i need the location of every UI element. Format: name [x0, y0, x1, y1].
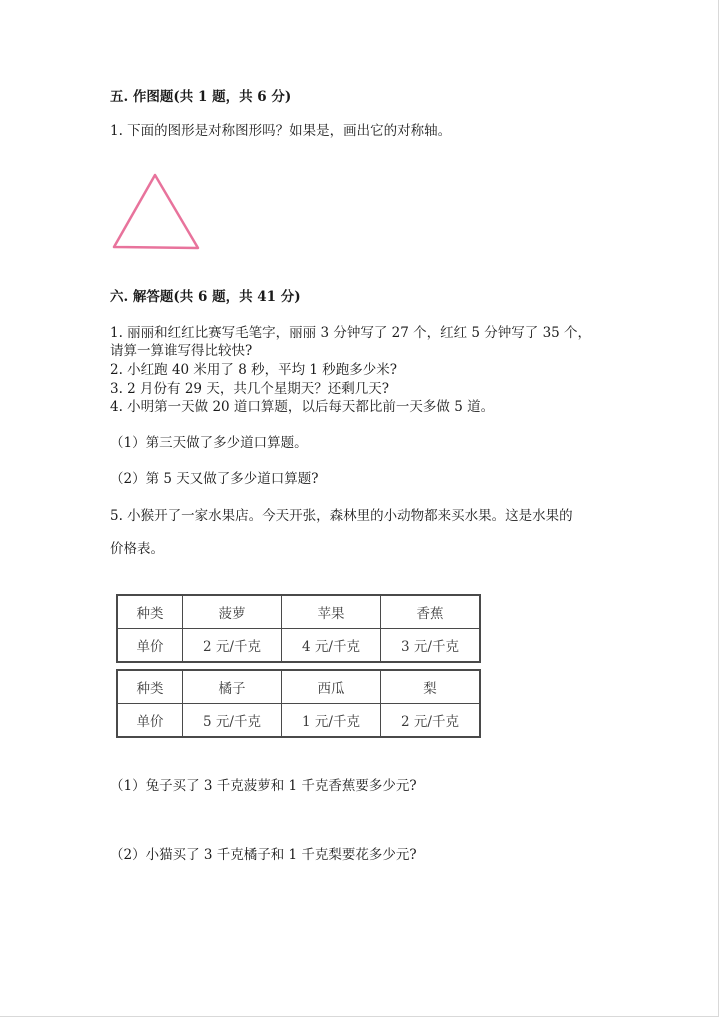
- question-4-sub-1: （1）第三天做了多少道口算题。: [110, 435, 308, 451]
- question-5-sub-2: （2）小猫买了 3 千克橘子和 1 千克梨要花多少元?: [110, 847, 417, 863]
- table-cell: 3 元/千克: [381, 629, 480, 662]
- table-cell: 2 元/千克: [381, 704, 480, 737]
- table-cell: 1 元/千克: [282, 704, 381, 737]
- section-5-question-1: 1. 下面的图形是对称图形吗？如果是，画出它的对称轴。: [110, 123, 452, 139]
- table-cell: 单价: [118, 629, 183, 662]
- section-5-heading: 五. 作图题(共 1 题，共 6 分): [110, 89, 292, 105]
- table-cell: 香蕉: [381, 596, 480, 629]
- question-4: 4. 小明第一天做 20 道口算题，以后每天都比前一天多做 5 道。: [110, 399, 495, 415]
- table-cell: 5 元/千克: [183, 704, 282, 737]
- table-row: [118, 629, 480, 662]
- question-2: 2. 小红跑 40 米用了 8 秒，平均 1 秒跑多少米?: [110, 362, 398, 378]
- table-cell: 苹果: [282, 596, 381, 629]
- question-3: 3. 2 月份有 29 天，共几个星期天？还剩几天?: [110, 381, 390, 397]
- table-row: [118, 596, 480, 629]
- triangle-figure: [108, 168, 204, 254]
- table-cell: 梨: [381, 671, 480, 704]
- question-5-sub-1: （1）兔子买了 3 千克菠萝和 1 千克香蕉要多少元?: [110, 778, 417, 794]
- question-1-line-2: 请算一算谁写得比较快?: [110, 343, 253, 359]
- price-table-1: [116, 594, 481, 663]
- table-cell: 橘子: [183, 671, 282, 704]
- question-5-line-2: 价格表。: [110, 541, 164, 557]
- table-cell: 4 元/千克: [282, 629, 381, 662]
- table-row: [118, 671, 480, 704]
- table-cell: 菠萝: [183, 596, 282, 629]
- table-row: [118, 704, 480, 737]
- section-6-heading: 六. 解答题(共 6 题，共 41 分): [110, 289, 301, 305]
- question-5-line-1: 5. 小猴开了一家水果店。今天开张，森林里的小动物都来买水果。这是水果的: [110, 508, 573, 524]
- question-1-line-1: 1. 丽丽和红红比赛写毛笔字，丽丽 3 分钟写了 27 个，红红 5 分钟写了 35 个，: [110, 325, 592, 341]
- price-table-2: [116, 669, 481, 738]
- table-cell: 种类: [118, 671, 183, 704]
- table-cell: 2 元/千克: [183, 629, 282, 662]
- question-4-sub-2: （2）第 5 天又做了多少道口算题?: [110, 471, 319, 487]
- table-cell: 西瓜: [282, 671, 381, 704]
- table-cell: 单价: [118, 704, 183, 737]
- table-cell: 种类: [118, 596, 183, 629]
